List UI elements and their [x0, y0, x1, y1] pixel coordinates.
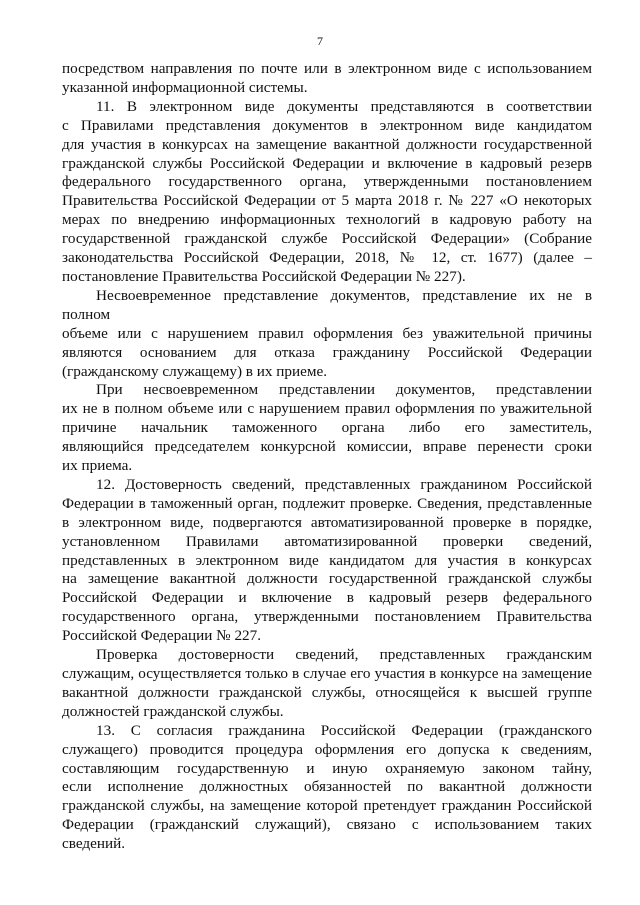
- paragraph: [62, 98, 592, 287]
- text-line: являющийся председателем конкурсной комиссии, вправе перенести сроки: [62, 438, 592, 456]
- text-line: законодательства Российской Федерации, 2018, № 12, ст. 1677) (далее –: [62, 249, 592, 267]
- text-line: 12. Достоверность сведений, представленных гражданином Российской: [96, 475, 592, 493]
- document-body: [62, 60, 592, 854]
- text-line: представленных в электронном виде кандидатом для участия в конкурсах: [62, 551, 592, 569]
- text-line: на замещение вакантной должности государственной гражданской службы: [62, 570, 592, 588]
- paragraph: [62, 722, 592, 854]
- text-line: (гражданскому служащему) в их приеме.: [62, 362, 328, 380]
- text-line: установленном Правилами автоматизированной проверки сведений,: [62, 532, 592, 550]
- text-line: государственного органа, утвержденными постановлением Правительства: [62, 608, 592, 626]
- text-line: Российской Федерации № 227.: [62, 627, 262, 645]
- text-line: если исполнение должностных обязанностей по вакантной должности: [62, 778, 592, 796]
- paragraph: [62, 476, 592, 646]
- text-line: служащего) проводится процедура оформления его допуска к сведениям,: [62, 740, 592, 758]
- text-line: 11. В электронном виде документы представляются в соответствии: [96, 97, 592, 115]
- text-line: объеме или с нарушением правил оформления без уважительной причины: [62, 324, 592, 342]
- paragraph: [62, 646, 592, 722]
- text-line: вакантной должности гражданской службы, относящейся к высшей группе: [62, 683, 592, 701]
- text-line: являются основанием для отказа гражданину Российской Федерации: [62, 343, 592, 361]
- text-line: Российской Федерации и включение в кадровый резерв федерального: [62, 589, 592, 607]
- text-line: гражданской службы, на замещение которой претендует гражданин Российской: [62, 797, 592, 815]
- text-line: Правительства Российской Федерации от 5 марта 2018 г. № 227 «О некоторых: [62, 192, 592, 210]
- text-line: государственной гражданской службе Российской Федерации» (Собрание: [62, 230, 592, 248]
- text-line: гражданской службы Российской Федерации и включение в кадровый резерв: [62, 154, 592, 172]
- text-line: их приема.: [62, 457, 133, 475]
- text-line: указанной информационной системы.: [62, 78, 308, 96]
- text-line: 13. С согласия гражданина Российской Федерации (гражданского: [96, 721, 592, 739]
- text-line: составляющим государственную и иную охраняемую законом тайну,: [62, 759, 592, 777]
- text-line: Федерации (гражданский служащий), связано с использованием таких: [62, 816, 592, 834]
- paragraph: [62, 287, 592, 382]
- text-line: с Правилами представления документов в электронном виде кандидатом: [62, 116, 592, 134]
- text-line: в электронном виде, подвергаются автоматизированной проверке в порядке,: [62, 513, 592, 531]
- text-line: федерального государственного органа, утвержденными постановлением: [62, 173, 592, 191]
- text-line: мерах по внедрению информационных технологий в кадровую работу на: [62, 211, 592, 229]
- text-line: посредством направления по почте или в электронном виде с использованием: [62, 60, 592, 77]
- text-line: Федерации в таможенный орган, подлежит проверке. Сведения, представленные: [62, 494, 592, 512]
- text-line: причине начальник таможенного органа либо его заместитель,: [62, 419, 592, 437]
- text-line: должностей гражданской службы.: [62, 702, 284, 720]
- text-line: сведений.: [62, 835, 126, 853]
- paragraph: [62, 60, 592, 98]
- page-number: 7: [317, 34, 323, 48]
- text-line: постановление Правительства Российской Федерации № 227).: [62, 267, 466, 285]
- text-line: для участия в конкурсах на замещение вакантной должности государственной: [62, 135, 592, 153]
- text-line: Несвоевременное представление документов, представление их не в полном: [62, 286, 592, 323]
- text-line: При несвоевременном представлении документов, представлении: [96, 381, 592, 399]
- text-line: их не в полном объеме или с нарушением правил оформления по уважительной: [62, 400, 592, 418]
- text-line: Проверка достоверности сведений, представленных гражданским: [96, 646, 592, 664]
- paragraph: [62, 381, 592, 476]
- text-line: служащим, осуществляется только в случае его участия в конкурсе на замещение: [62, 665, 592, 682]
